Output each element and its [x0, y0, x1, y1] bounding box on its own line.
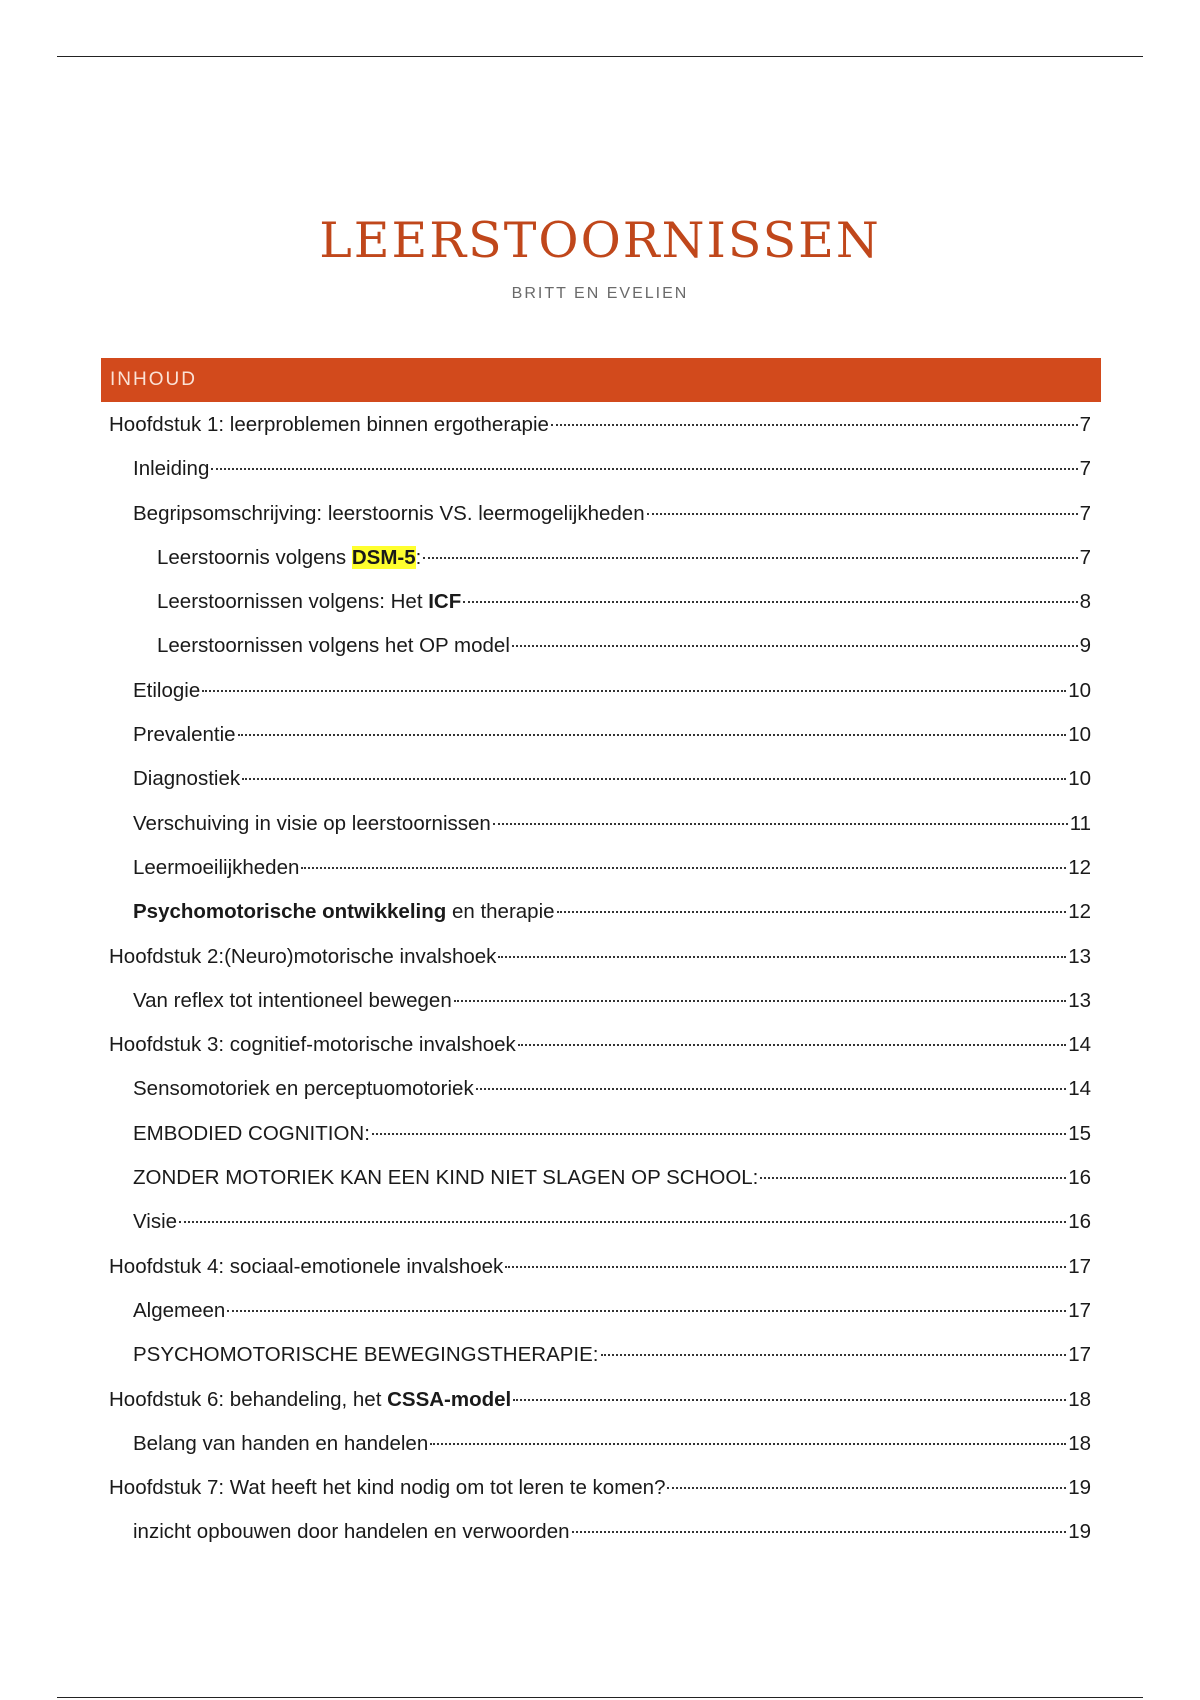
toc-page-number: 14 — [1068, 1033, 1091, 1057]
toc-entry-text: : — [415, 545, 422, 569]
toc-entry-text: Hoofdstuk 3: cognitief-motorische invalshoek — [109, 1033, 516, 1057]
toc-entry-text: inzicht opbouwen door handelen en verwoorden — [133, 1520, 570, 1544]
toc-entry-text: Hoofdstuk 2:(Neuro)motorische invalshoek — [109, 944, 497, 968]
toc-entry-highlight: DSM-5 — [351, 545, 416, 569]
dot-leader — [372, 1133, 1066, 1135]
toc-entry[interactable] — [109, 1466, 1091, 1510]
toc-entry[interactable] — [109, 1200, 1091, 1244]
toc-entry-text: ZONDER MOTORIEK KAN EEN KIND NIET SLAGEN OP SCHOOL: — [133, 1166, 759, 1190]
toc-entry-text: Leerstoornissen volgens: Het — [157, 590, 429, 614]
dot-leader — [760, 1177, 1066, 1179]
toc-entry[interactable] — [109, 935, 1091, 979]
toc-page-number: 19 — [1068, 1520, 1091, 1544]
toc-entry-title — [133, 890, 555, 934]
toc-entry-title — [109, 1023, 516, 1067]
toc-entry-title — [157, 536, 421, 580]
toc-entry-text: Sensomotoriek en perceptuomotoriek — [133, 1077, 474, 1101]
toc-entry-text: Algemeen — [133, 1298, 226, 1322]
toc-entry-title — [133, 713, 236, 757]
toc-entry[interactable] — [109, 713, 1091, 757]
toc-page-number: 10 — [1068, 767, 1091, 791]
toc-entry-title — [133, 802, 491, 846]
toc-entry-title — [133, 1112, 370, 1156]
toc-entry-title — [133, 1067, 474, 1111]
toc-entry-title — [109, 403, 549, 447]
toc-entry-text: Visie — [133, 1210, 178, 1234]
toc-page-number: 15 — [1068, 1121, 1091, 1145]
dot-leader — [463, 601, 1077, 603]
toc-entry-text: en therapie — [446, 900, 555, 924]
dot-leader — [423, 557, 1077, 559]
toc-entry-title — [133, 447, 209, 491]
dot-leader — [211, 468, 1077, 470]
toc-entry[interactable] — [109, 403, 1091, 447]
toc-entry-title — [133, 846, 299, 890]
toc-entry[interactable] — [109, 492, 1091, 536]
dot-leader — [667, 1487, 1066, 1489]
toc-entry[interactable] — [109, 624, 1091, 668]
toc-entry-text: Van reflex tot intentioneel bewegen — [133, 988, 452, 1012]
toc-entry-title — [109, 935, 496, 979]
toc-entry-text: Hoofdstuk 6: behandeling, het — [109, 1387, 388, 1411]
toc-entry-text: Leerstoornissen volgens het OP model — [157, 634, 510, 658]
dot-leader — [301, 867, 1066, 869]
dot-leader — [476, 1088, 1066, 1090]
toc-entry-title — [109, 1245, 503, 1289]
toc-page-number: 10 — [1068, 678, 1091, 702]
toc-entry-title — [133, 1510, 570, 1554]
toc-page-number: 12 — [1068, 900, 1091, 924]
toc-page-number: 13 — [1068, 944, 1091, 968]
toc-entry[interactable] — [109, 802, 1091, 846]
document-authors: BRITT EN EVELIEN — [511, 285, 689, 302]
toc-page-number: 9 — [1079, 634, 1091, 658]
toc-entry[interactable] — [109, 1245, 1091, 1289]
toc-page-number: 7 — [1079, 413, 1091, 436]
toc-entry[interactable] — [109, 1023, 1091, 1067]
toc-entry-title — [133, 1333, 599, 1377]
toc-entry-title — [133, 669, 200, 713]
toc-entry-title — [133, 979, 452, 1023]
dot-leader — [179, 1221, 1066, 1223]
toc-entry[interactable] — [109, 1112, 1091, 1156]
toc-entry[interactable] — [109, 890, 1091, 934]
dot-leader — [498, 956, 1066, 958]
toc-entry[interactable] — [109, 1067, 1091, 1111]
toc-page-number: 18 — [1068, 1387, 1091, 1411]
toc-entry[interactable] — [109, 1422, 1091, 1466]
toc-entry-text: Etilogie — [133, 678, 201, 702]
toc-page-number: 17 — [1068, 1298, 1091, 1322]
toc-page-number: 13 — [1068, 988, 1091, 1012]
toc-entry-text: Leermoeilijkheden — [133, 855, 300, 879]
toc-entry-title — [109, 1378, 511, 1422]
toc-page-number: 7 — [1079, 501, 1091, 525]
toc-entry-text: Begripsomschrijving: leerstoornis VS. leermogelijkheden — [133, 501, 645, 525]
toc-entry[interactable] — [109, 447, 1091, 491]
toc-entry-title — [133, 1289, 225, 1333]
dot-leader — [430, 1443, 1066, 1445]
toc-entry[interactable] — [109, 1289, 1091, 1333]
toc-entry-text: Prevalentie — [133, 723, 236, 747]
toc-entry[interactable] — [109, 1510, 1091, 1554]
toc-page-number: 16 — [1068, 1166, 1091, 1190]
toc-entry-title — [109, 1466, 665, 1510]
dot-leader — [202, 690, 1066, 692]
toc-entry-title — [133, 492, 645, 536]
toc-entry-bold-text: ICF — [428, 590, 462, 614]
dot-leader — [493, 823, 1068, 825]
toc-entry-text: Inleiding — [133, 457, 210, 481]
dot-leader — [238, 734, 1067, 736]
toc-entry-text: EMBODIED COGNITION: — [133, 1121, 370, 1145]
toc-entry-bold-text: CSSA-model — [387, 1387, 512, 1411]
toc-entry[interactable] — [109, 1333, 1091, 1377]
dot-leader — [454, 1000, 1066, 1002]
toc-page-number: 7 — [1079, 457, 1091, 481]
toc-entry[interactable] — [109, 846, 1091, 890]
dot-leader — [551, 424, 1078, 426]
toc-entry-text: Hoofdstuk 7: Wat heeft het kind nodig om tot leren te komen? — [109, 1476, 666, 1500]
toc-entry-text: Belang van handen en handelen — [133, 1431, 429, 1455]
dot-leader — [647, 513, 1078, 515]
toc-page-number: 10 — [1068, 723, 1091, 747]
dot-leader — [227, 1310, 1066, 1312]
table-of-contents — [109, 403, 1091, 1555]
toc-entry-text: Hoofdstuk 4: sociaal-emotionele invalshoek — [109, 1254, 504, 1278]
dot-leader — [242, 778, 1066, 780]
dot-leader — [572, 1531, 1067, 1533]
dot-leader — [513, 1399, 1066, 1401]
toc-page-number: 17 — [1068, 1254, 1091, 1278]
toc-entry[interactable] — [109, 757, 1091, 801]
toc-page-number: 18 — [1068, 1431, 1091, 1455]
header-rule — [57, 56, 1143, 57]
toc-entry[interactable] — [109, 536, 1091, 580]
toc-entry-text: Verschuiving in visie op leerstoornissen — [133, 811, 491, 835]
toc-entry-title — [133, 1422, 428, 1466]
toc-page-number: 19 — [1068, 1476, 1091, 1500]
footer-rule — [57, 1697, 1143, 1698]
toc-entry-text: Leerstoornis volgens — [157, 545, 352, 569]
toc-entry-title — [133, 757, 240, 801]
toc-entry-title — [133, 1156, 758, 1200]
toc-page-number: 17 — [1068, 1343, 1091, 1367]
toc-entry[interactable] — [109, 1378, 1091, 1422]
toc-entry[interactable] — [109, 669, 1091, 713]
toc-entry-title — [133, 1200, 177, 1244]
toc-entry-text: PSYCHOMOTORISCHE BEWEGINGSTHERAPIE: — [133, 1343, 599, 1367]
toc-entry[interactable] — [109, 580, 1091, 624]
dot-leader — [601, 1354, 1067, 1356]
toc-page-number: 12 — [1068, 855, 1091, 879]
toc-page-number: 8 — [1079, 590, 1091, 614]
toc-entry-text: Hoofdstuk 1: leerproblemen binnen ergotherapie — [109, 413, 549, 436]
toc-page-number: 7 — [1079, 545, 1091, 569]
toc-entry[interactable] — [109, 979, 1091, 1023]
toc-entry[interactable] — [109, 1156, 1091, 1200]
toc-page-number: 16 — [1068, 1210, 1091, 1234]
dot-leader — [518, 1044, 1066, 1046]
toc-page-number: 14 — [1068, 1077, 1091, 1101]
toc-entry-text: Diagnostiek — [133, 767, 241, 791]
toc-page-number: 11 — [1069, 811, 1091, 835]
toc-entry-bold-text: Psychomotorische ontwikkeling — [133, 900, 447, 924]
toc-heading: INHOUD — [101, 358, 1101, 402]
dot-leader — [557, 911, 1067, 913]
dot-leader — [512, 645, 1078, 647]
toc-entry-title — [157, 624, 510, 668]
dot-leader — [505, 1266, 1066, 1268]
document-title: LEERSTOORNISSEN — [319, 212, 881, 269]
toc-entry-title — [157, 580, 461, 624]
